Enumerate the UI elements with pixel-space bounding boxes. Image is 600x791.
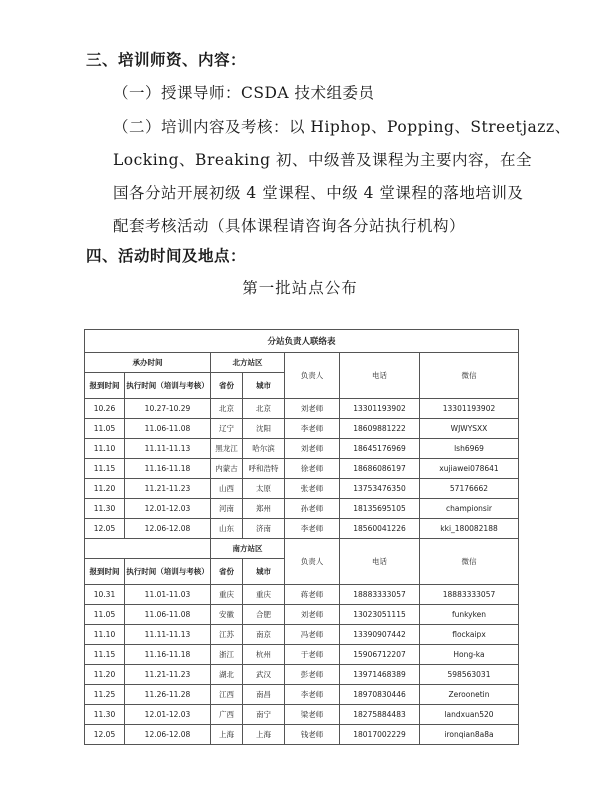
- cell-phone: 18275884483: [340, 705, 420, 725]
- cell-city: 重庆: [243, 585, 285, 605]
- header-north-region: 北方站区: [211, 353, 285, 373]
- content-item-line3: 国各分站开展初级 4 堂课程、中级 4 堂课程的落地培训及: [113, 184, 524, 202]
- contact-table: [84, 329, 519, 745]
- cell-wechat: 57176662: [420, 479, 519, 499]
- cell-province: 江西: [211, 685, 243, 705]
- cell-report-time: 11.25: [85, 685, 125, 705]
- cell-report-time: 10.26: [85, 399, 125, 419]
- cell-phone: 13301193902: [340, 399, 420, 419]
- cell-contact: 梁老师: [285, 705, 340, 725]
- cell-city: 太原: [243, 479, 285, 499]
- cell-city: 武汉: [243, 665, 285, 685]
- cell-report-time: 12.05: [85, 725, 125, 745]
- cell-city: 合肥: [243, 605, 285, 625]
- header-org-time: 承办时间: [85, 353, 211, 373]
- cell-wechat: xujiawei078641: [420, 459, 519, 479]
- cell-province: 重庆: [211, 585, 243, 605]
- cell-province: 浙江: [211, 645, 243, 665]
- cell-wechat: championsir: [420, 499, 519, 519]
- cell-exec-time: 11.21-11.23: [125, 665, 211, 685]
- south-row: [85, 585, 519, 605]
- cell-phone: 18883333057: [340, 585, 420, 605]
- cell-contact: 张老师: [285, 479, 340, 499]
- cell-phone: 18686086197: [340, 459, 420, 479]
- cell-exec-time: 11.26-11.28: [125, 685, 211, 705]
- cell-city: 呼和浩特: [243, 459, 285, 479]
- cell-exec-time: 11.11-11.13: [125, 625, 211, 645]
- cell-phone: 18135695105: [340, 499, 420, 519]
- header-phone: 电话: [340, 353, 420, 399]
- cell-province: 内蒙古: [211, 459, 243, 479]
- cell-wechat: Zeroonetin: [420, 685, 519, 705]
- cell-wechat: kki_180082188: [420, 519, 519, 539]
- cell-contact: 刘老师: [285, 439, 340, 459]
- cell-city: 郑州: [243, 499, 285, 519]
- batch-title: 第一批站点公布: [242, 279, 358, 297]
- header-wechat: 微信: [420, 353, 519, 399]
- header-report-time: 报到时间: [85, 373, 125, 399]
- content-item-line4: 配套考核活动（具体课程请咨询各分站执行机构）: [113, 217, 466, 235]
- cell-contact: 彭老师: [285, 665, 340, 685]
- header-contact: 负责人: [285, 353, 340, 399]
- cell-wechat: 598563031: [420, 665, 519, 685]
- south-row: [85, 625, 519, 645]
- header-south-region: 南方站区: [211, 539, 285, 559]
- cell-phone: 15906712207: [340, 645, 420, 665]
- cell-report-time: 11.20: [85, 665, 125, 685]
- cell-city: 南宁: [243, 705, 285, 725]
- cell-report-time: 12.05: [85, 519, 125, 539]
- cell-phone: 18560041226: [340, 519, 420, 539]
- cell-city: 济南: [243, 519, 285, 539]
- cell-province: 山西: [211, 479, 243, 499]
- cell-contact: 刘老师: [285, 399, 340, 419]
- cell-phone: 18017002229: [340, 725, 420, 745]
- cell-report-time: 11.05: [85, 419, 125, 439]
- cell-exec-time: 11.06-11.08: [125, 419, 211, 439]
- cell-province: 广西: [211, 705, 243, 725]
- cell-phone: 13023051115: [340, 605, 420, 625]
- south-row: [85, 605, 519, 625]
- cell-exec-time: 11.01-11.03: [125, 585, 211, 605]
- cell-contact: 孙老师: [285, 499, 340, 519]
- header-exec-time: 执行时间（培训与考核）: [125, 373, 211, 399]
- south-row: [85, 665, 519, 685]
- header-province-south: 省份: [211, 559, 243, 585]
- cell-wechat: landxuan520: [420, 705, 519, 725]
- cell-exec-time: 10.27-10.29: [125, 399, 211, 419]
- cell-province: 河南: [211, 499, 243, 519]
- cell-contact: 冯老师: [285, 625, 340, 645]
- south-row: [85, 705, 519, 725]
- cell-exec-time: 12.01-12.03: [125, 499, 211, 519]
- cell-exec-time: 12.06-12.08: [125, 519, 211, 539]
- north-row: [85, 419, 519, 439]
- north-row: [85, 479, 519, 499]
- south-row: [85, 645, 519, 665]
- cell-phone: 18609881222: [340, 419, 420, 439]
- north-row: [85, 399, 519, 419]
- table-title: 分站负责人联络表: [85, 330, 519, 353]
- south-row: [85, 685, 519, 705]
- cell-contact: 蒋老师: [285, 585, 340, 605]
- cell-province: 湖北: [211, 665, 243, 685]
- cell-report-time: 11.30: [85, 499, 125, 519]
- cell-wechat: lsh6969: [420, 439, 519, 459]
- cell-contact: 李老师: [285, 519, 340, 539]
- cell-exec-time: 11.11-11.13: [125, 439, 211, 459]
- cell-phone: 18645176969: [340, 439, 420, 459]
- trainer-item: （一）授课导师：CSDA 技术组委员: [113, 84, 375, 102]
- north-row: [85, 439, 519, 459]
- cell-wechat: WJWYSXX: [420, 419, 519, 439]
- cell-province: 上海: [211, 725, 243, 745]
- header-exec-time-south: 执行时间（培训与考核）: [125, 559, 211, 585]
- cell-phone: 13753476350: [340, 479, 420, 499]
- cell-report-time: 11.20: [85, 479, 125, 499]
- cell-province: 安徽: [211, 605, 243, 625]
- cell-province: 山东: [211, 519, 243, 539]
- section-spacer: [85, 539, 211, 559]
- cell-report-time: 11.15: [85, 645, 125, 665]
- cell-city: 沈阳: [243, 419, 285, 439]
- cell-contact: 于老师: [285, 645, 340, 665]
- cell-exec-time: 12.01-12.03: [125, 705, 211, 725]
- cell-wechat: Hong-ka: [420, 645, 519, 665]
- cell-province: 北京: [211, 399, 243, 419]
- cell-exec-time: 11.16-11.18: [125, 645, 211, 665]
- cell-report-time: 11.10: [85, 439, 125, 459]
- cell-wechat: 18883333057: [420, 585, 519, 605]
- cell-province: 辽宁: [211, 419, 243, 439]
- cell-report-time: 11.05: [85, 605, 125, 625]
- header-province: 省份: [211, 373, 243, 399]
- cell-contact: 李老师: [285, 419, 340, 439]
- cell-province: 黑龙江: [211, 439, 243, 459]
- header-report-time-south: 报到时间: [85, 559, 125, 585]
- cell-report-time: 11.30: [85, 705, 125, 725]
- cell-city: 南昌: [243, 685, 285, 705]
- section4-title: 四、活动时间及地点：: [86, 246, 247, 265]
- header-phone-south: 电话: [340, 539, 420, 585]
- north-row: [85, 459, 519, 479]
- header-city-south: 城市: [243, 559, 285, 585]
- cell-city: 北京: [243, 399, 285, 419]
- cell-city: 上海: [243, 725, 285, 745]
- cell-contact: 李老师: [285, 685, 340, 705]
- cell-exec-time: 11.06-11.08: [125, 605, 211, 625]
- south-row: [85, 725, 519, 745]
- cell-wechat: ironqian8a8a: [420, 725, 519, 745]
- cell-contact: 钱老师: [285, 725, 340, 745]
- section3-title: 三、培训师资、内容：: [86, 50, 247, 69]
- north-row: [85, 499, 519, 519]
- header-city: 城市: [243, 373, 285, 399]
- cell-phone: 13971468389: [340, 665, 420, 685]
- cell-wechat: 13301193902: [420, 399, 519, 419]
- cell-contact: 徐老师: [285, 459, 340, 479]
- cell-city: 哈尔滨: [243, 439, 285, 459]
- cell-province: 江苏: [211, 625, 243, 645]
- content-item-line2: Locking、Breaking 初、中级普及课程为主要内容，在全: [113, 151, 532, 169]
- cell-report-time: 11.10: [85, 625, 125, 645]
- cell-report-time: 11.15: [85, 459, 125, 479]
- north-row: [85, 519, 519, 539]
- cell-exec-time: 11.16-11.18: [125, 459, 211, 479]
- header-contact-south: 负责人: [285, 539, 340, 585]
- cell-city: 南京: [243, 625, 285, 645]
- cell-city: 杭州: [243, 645, 285, 665]
- cell-report-time: 10.31: [85, 585, 125, 605]
- cell-wechat: funkyken: [420, 605, 519, 625]
- cell-phone: 18970830446: [340, 685, 420, 705]
- cell-exec-time: 11.21-11.23: [125, 479, 211, 499]
- header-wechat-south: 微信: [420, 539, 519, 585]
- cell-phone: 13390907442: [340, 625, 420, 645]
- cell-contact: 刘老师: [285, 605, 340, 625]
- content-item-line1: （二）培训内容及考核：以 Hiphop、Popping、Streetjazz、: [113, 118, 571, 136]
- cell-wechat: flockaipx: [420, 625, 519, 645]
- cell-exec-time: 12.06-12.08: [125, 725, 211, 745]
